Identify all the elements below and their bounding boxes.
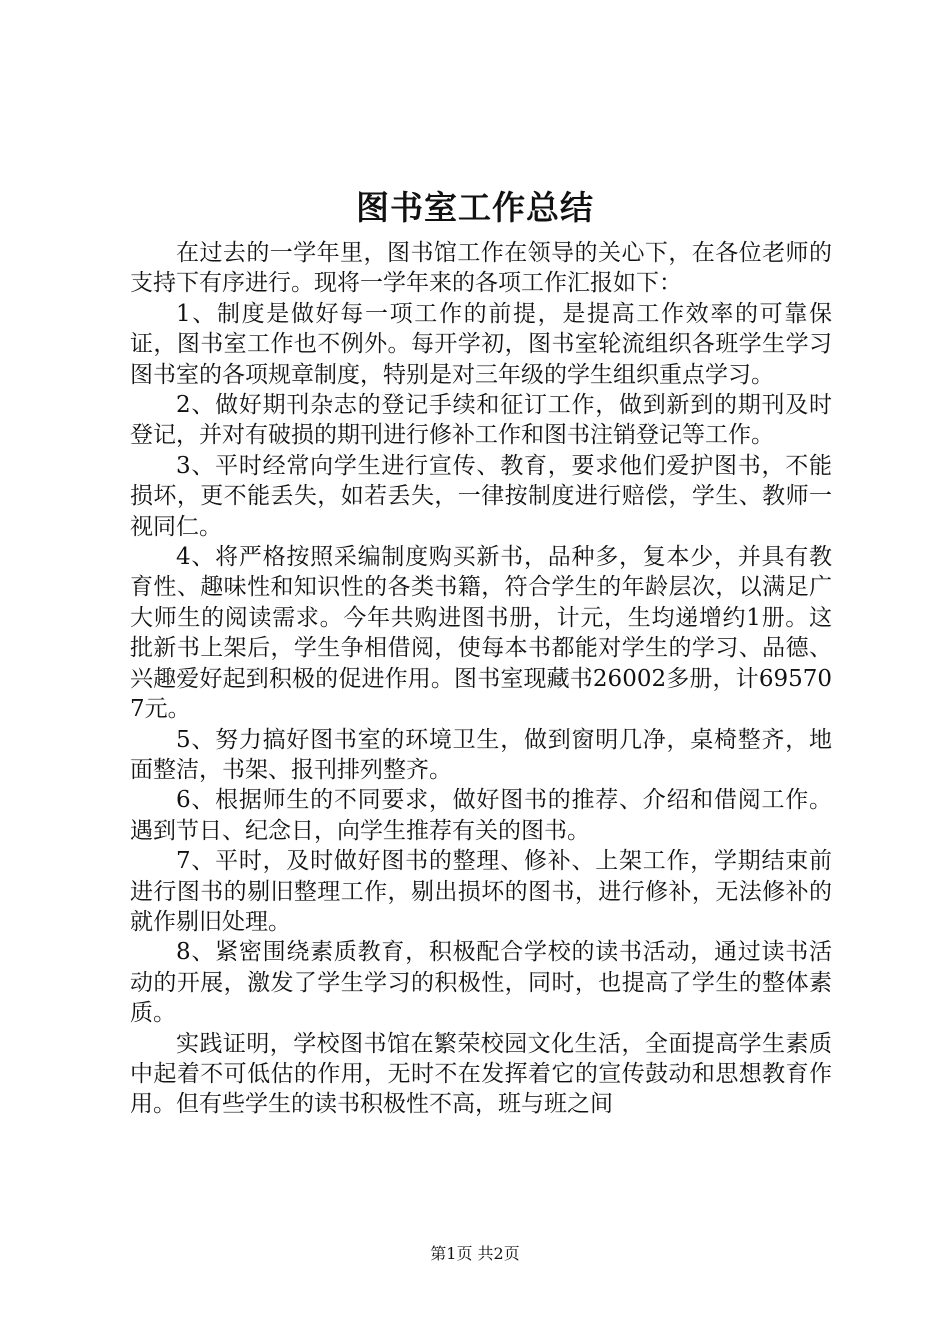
- paragraph-item-1: 1、制度是做好每一项工作的前提，是提高工作效率的可靠保证，图书室工作也不例外。每开学初，图书室轮流组织各班学生学习图书室的各项规章制度，特别是对三年级的学生组织重点学习。: [130, 300, 832, 388]
- document-title: 图书室工作总结: [356, 188, 594, 227]
- paragraph-item-7: 7、平时，及时做好图书的整理、修补、上架工作，学期结束前进行图书的剔旧整理工作，剔出损坏的图书，进行修补，无法修补的就作剔旧处理。: [130, 848, 832, 935]
- paragraph-item-6: 6、根据师生的不同要求，做好图书的推荐、介绍和借阅工作。遇到节日、纪念日，向学生推荐有关的图书。: [130, 787, 832, 844]
- paragraph-item-4: 4、将严格按照采编制度购买新书，品种多，复本少，并具有教育性、趣味性和知识性的各类书籍，符合学生的年龄层次，以满足广大师生的阅读需求。今年共购进图书册，计元，生均递增约1册。这批新书上架后，学生争相借阅，使每本书都能对学生的学习、品德、兴趣爱好起到积极的促进作用。图书室现藏书26002多册，计695707元。: [130, 544, 832, 723]
- paragraph-item-2: 2、做好期刊杂志的登记手续和征订工作，做到新到的期刊及时登记，并对有破损的期刊进行修补工作和图书注销登记等工作。: [130, 392, 832, 449]
- paragraph-item-3: 3、平时经常向学生进行宣传、教育，要求他们爱护图书，不能损坏，更不能丢失，如若丢失，一律按制度进行赔偿，学生、教师一视同仁。: [130, 452, 832, 540]
- document-body: [130, 238, 832, 1120]
- intro-paragraph: 在过去的一学年里，图书馆工作在领导的关心下，在各位老师的支持下有序进行。现将一学年来的各项工作汇报如下：: [130, 240, 832, 297]
- conclusion-paragraph: 实践证明，学校图书馆在繁荣校园文化生活，全面提高学生素质中起着不可低估的作用，无时不在发挥着它的宣传鼓动和思想教育作用。但有些学生的读书积极性不高，班与班之间: [130, 1030, 832, 1118]
- page-number-footer: 第1页 共2页: [430, 1244, 520, 1263]
- paragraph-item-5: 5、努力搞好图书室的环境卫生，做到窗明几净，桌椅整齐，地面整洁，书架、报刊排列整齐。: [130, 726, 832, 783]
- paragraph-item-8: 8、紧密围绕素质教育，积极配合学校的读书活动，通过读书活动的开展，激发了学生学习的积极性，同时，也提高了学生的整体素质。: [130, 939, 832, 1027]
